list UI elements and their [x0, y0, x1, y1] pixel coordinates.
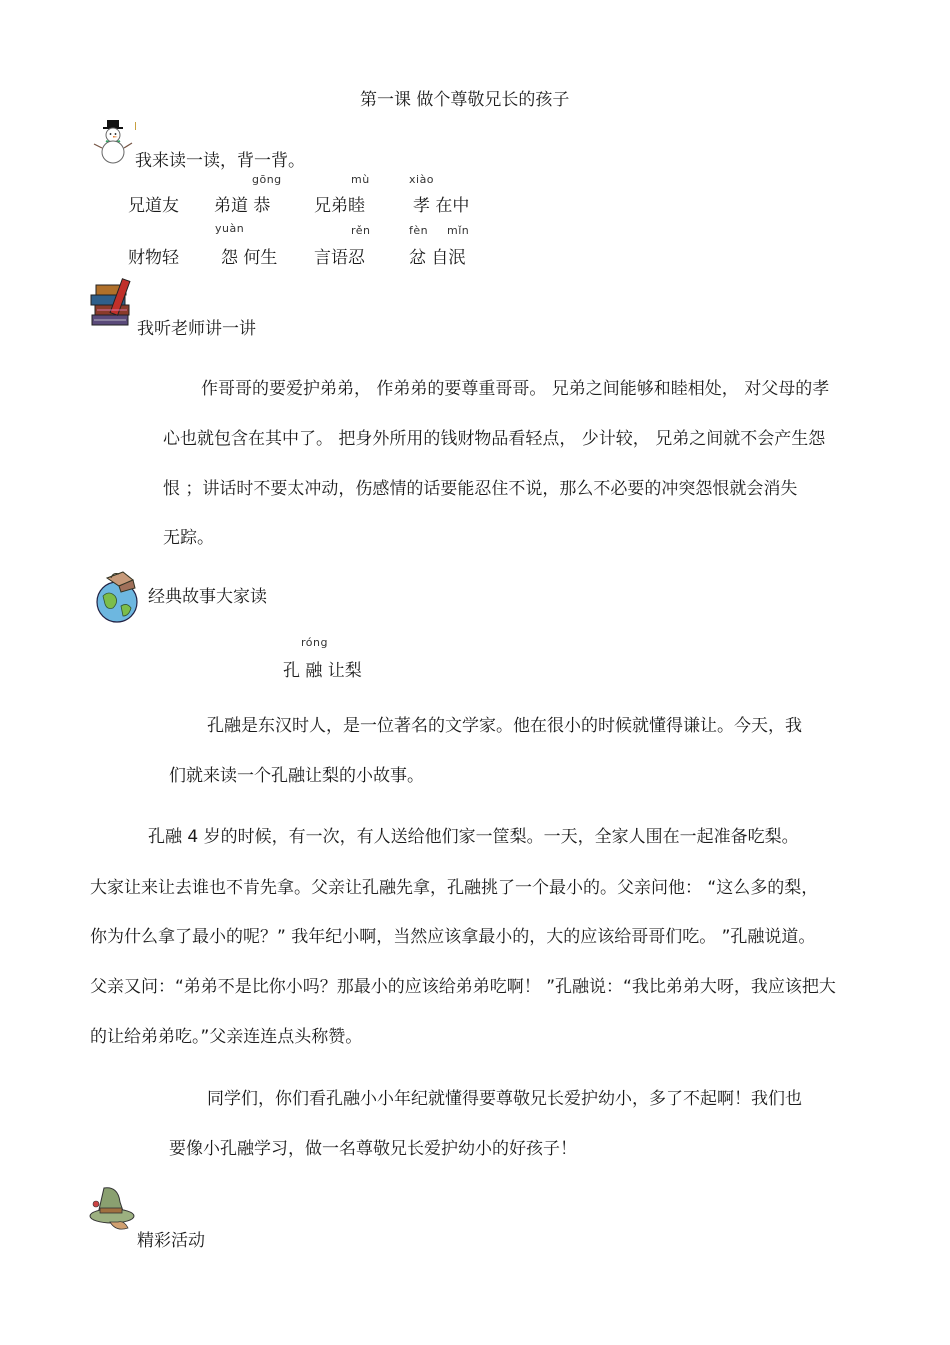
section-heading-listen: 我听老师讲一讲 — [137, 319, 256, 339]
verse-8: 忿 自泯 — [409, 248, 466, 268]
listen-line-2: 心也就包含在其中了。 把身外所用的钱财物品看轻点， 少计较， 兄弟之间就不会产生怨 — [163, 429, 826, 449]
books-icon — [88, 277, 138, 329]
section-heading-read: 我来读一读，背一背。 — [135, 151, 305, 171]
listen-line-4: 无踪。 — [163, 528, 214, 548]
verse-2: 弟道 恭 — [214, 196, 271, 216]
closing-line-1: 同学们，你们看孔融小小年纪就懂得要尊敬兄长爱护幼小，多了不起啊！我们也 — [207, 1089, 802, 1109]
page-title: 第一课 做个尊敬兄长的孩子 — [360, 90, 570, 110]
verse-4: 孝 在中 — [413, 196, 470, 216]
verse-5: 财物轻 — [128, 248, 179, 268]
listen-line-3: 恨 ；讲话时不要太冲动，伤感情的话要能忍住不说，那么不必要的冲突怨恨就会消失 — [163, 479, 798, 499]
pinyin-gong: gōng — [252, 173, 282, 186]
verse-3: 兄弟睦 — [314, 196, 365, 216]
story-title: 孔 融 让梨 — [283, 661, 362, 681]
section-heading-story: 经典故事大家读 — [148, 587, 267, 607]
closing-line-2: 要像小孔融学习，做一名尊敬兄长爱护幼小的好孩子！ — [169, 1139, 577, 1159]
verse-7: 言语忍 — [314, 248, 365, 268]
story-intro-2: 们就来读一个孔融让梨的小故事。 — [169, 766, 424, 786]
snowman-icon — [92, 118, 136, 164]
pinyin-yuan: yuàn — [215, 222, 245, 235]
witch-hat-icon — [88, 1184, 138, 1236]
pinyin-mu: mù — [351, 173, 370, 186]
story-body-2: 大家让来让去谁也不肯先拿。父亲让孔融先拿，孔融挑了一个最小的。父亲问他： “这么多的梨， — [90, 878, 819, 898]
listen-line-1: 作哥哥的要爱护弟弟， 作弟弟的要尊重哥哥。 兄弟之间能够和睦相处， 对父母的孝 — [201, 379, 830, 399]
pinyin-fen: fèn — [409, 224, 429, 237]
globe-icon — [93, 568, 145, 624]
story-body-1: 孔融 4 岁的时候，有一次，有人送给他们家一筐梨。一天，全家人围在一起准备吃梨。 — [148, 827, 799, 847]
story-body-5: 的让给弟弟吃。”父亲连连点头称赞。 — [90, 1027, 363, 1047]
pinyin-rong: róng — [301, 636, 328, 649]
verse-6: 怨 何生 — [221, 248, 278, 268]
section-heading-activity: 精彩活动 — [137, 1231, 205, 1251]
story-body-3: 你为什么拿了最小的呢？” 我年纪小啊，当然应该拿最小的，大的应该给哥哥们吃。 ”孔融说道。 — [90, 927, 816, 947]
pinyin-ren: rěn — [351, 224, 371, 237]
pinyin-min: mǐn — [447, 224, 470, 237]
pinyin-xiao: xiào — [409, 173, 435, 186]
story-intro-1: 孔融是东汉时人，是一位著名的文学家。他在很小的时候就懂得谦让。今天，我 — [207, 716, 802, 736]
verse-1: 兄道友 — [128, 196, 179, 216]
story-body-4: 父亲又问：“弟弟不是比你小吗？那最小的应该给弟弟吃啊！ ”孔融说：“我比弟弟大呀，我应该把大 — [90, 977, 836, 997]
